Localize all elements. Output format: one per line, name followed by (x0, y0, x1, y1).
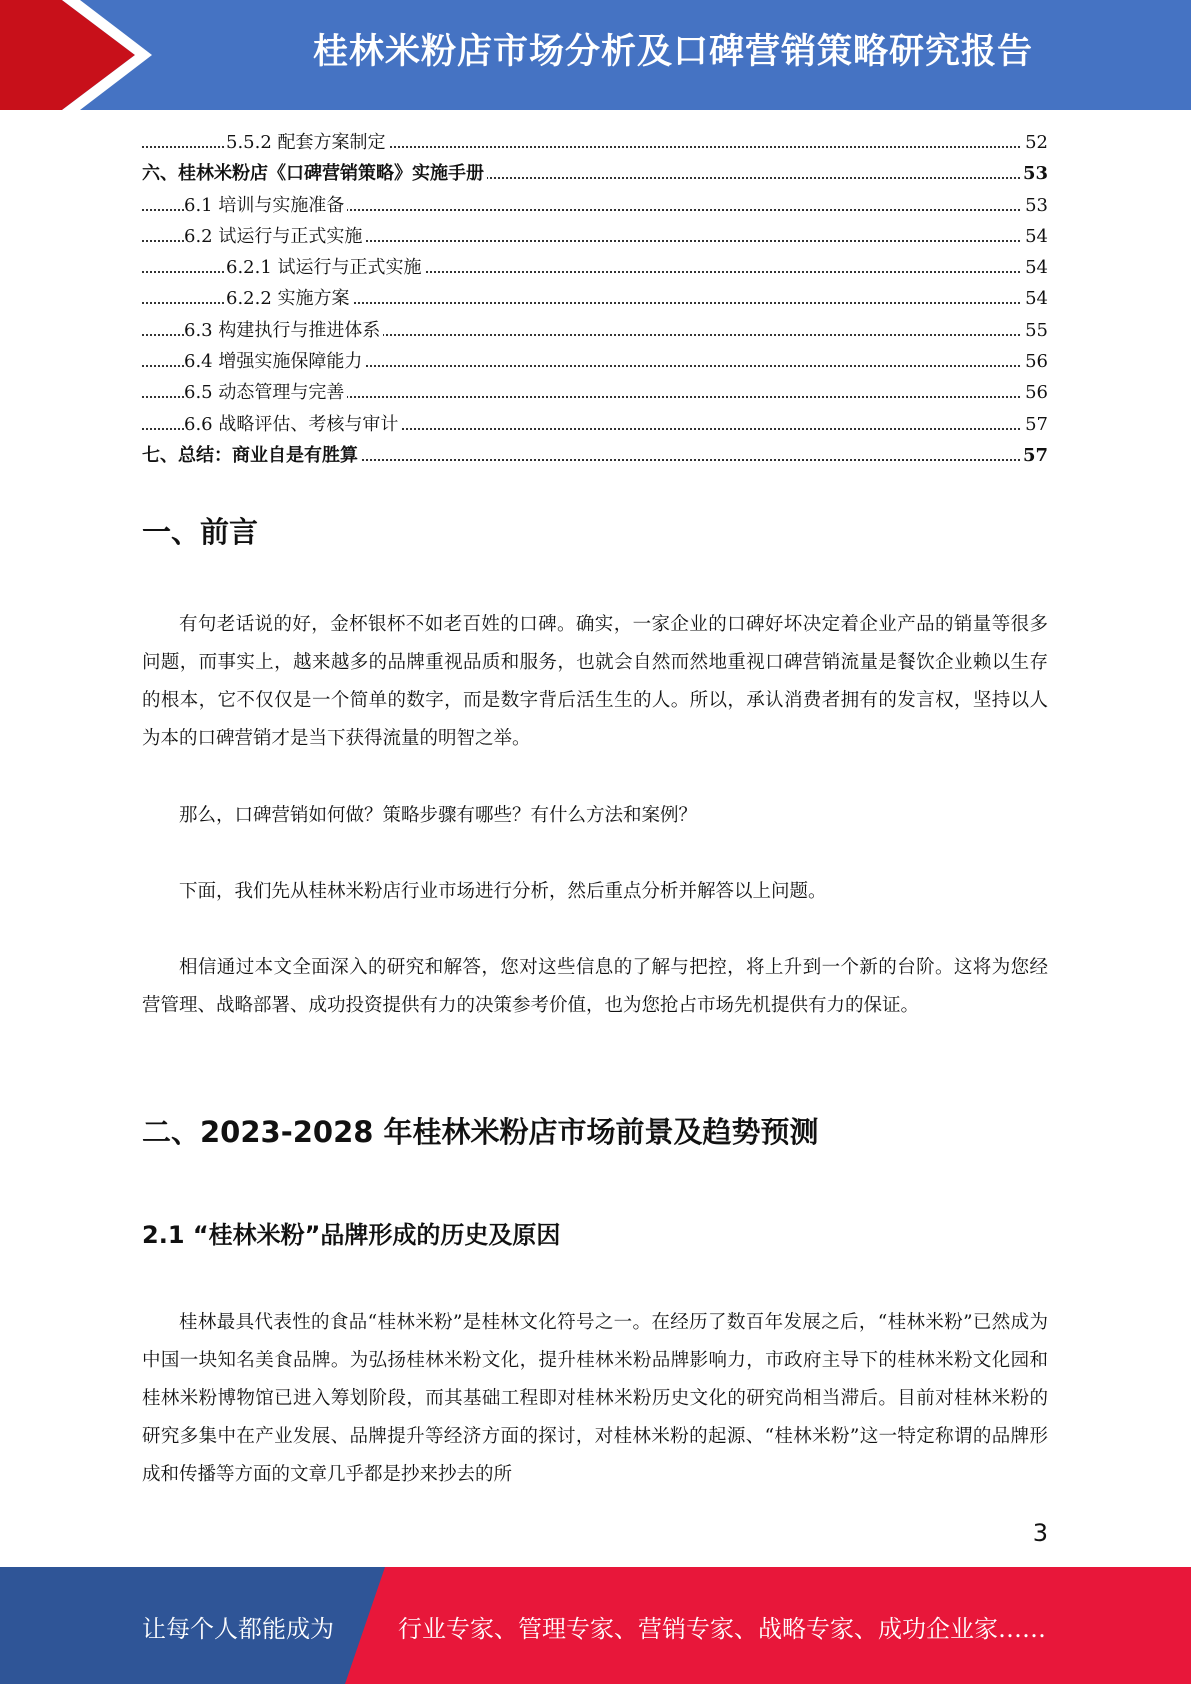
toc-entry[interactable] (142, 315, 1048, 346)
header-arrow-decoration (0, 0, 160, 110)
preface-paragraph-3: 下面，我们先从桂林米粉店行业市场进行分析，然后重点分析并解答以上问题。 (179, 881, 827, 902)
preface-paragraph-2: 那么，口碑营销如何做？策略步骤有哪些？有什么方法和案例？ (179, 805, 698, 826)
section-heading-preface: 一、前言 (142, 515, 259, 549)
toc-entry[interactable] (142, 346, 1048, 377)
toc-entry-page: 56 (1022, 377, 1048, 408)
toc-entry-label: 6.2 试运行与正式实施 (184, 221, 365, 252)
footer-slogan-right: 行业专家、管理专家、营销专家、战略专家、成功企业家…… (398, 1615, 1046, 1643)
toc-entry[interactable] (142, 221, 1048, 252)
header-title: 桂林米粉店市场分析及口碑营销策略研究报告 (312, 32, 1033, 72)
toc-entry[interactable] (142, 283, 1048, 314)
toc-entry[interactable] (142, 409, 1048, 440)
toc-entry-label: 6.3 构建执行与推进体系 (184, 315, 383, 346)
table-of-contents (142, 127, 1048, 471)
toc-entry-label: 六、桂林米粉店《口碑营销策略》实施手册 (142, 158, 487, 189)
preface-paragraph-4: 相信通过本文全面深入的研究和解答，您对这些信息的了解与把控，将上升到一个新的台阶。这将为您经营管理、战略部署、成功投资提供有力的决策参考价值，也为您抢占市场先机提供有力的保证。 (142, 957, 1048, 1016)
section-heading-market-outlook: 二、2023-2028 年桂林米粉店市场前景及趋势预测 (142, 1115, 819, 1149)
page-number: 3 (1032, 1519, 1048, 1547)
toc-entry-label: 七、总结：商业自是有胜算 (142, 440, 361, 471)
preface-paragraph-1: 有句老话说的好，金杯银杯不如老百姓的口碑。确实，一家企业的口碑好坏决定着企业产品的销量等很多问题，而事实上，越来越多的品牌重视品质和服务，也就会自然而然地重视口碑营销流量是餐饮企业赖以生存的根本，它不仅仅是一个简单的数字，而是数字背后活生生的人。所以，承认消费者拥有的发言权，坚持以人为本的口碑营销才是当下获得流量的明智之举。 (142, 614, 1048, 749)
toc-entry-page: 53 (1020, 158, 1048, 189)
toc-entry-page: 54 (1022, 252, 1048, 283)
toc-entry-label: 6.6 战略评估、考核与审计 (184, 409, 401, 440)
toc-entry-label: 5.5.2 配套方案制定 (226, 127, 389, 158)
toc-entry-page: 52 (1022, 127, 1048, 158)
toc-entry-page: 57 (1022, 409, 1048, 440)
toc-entry-label: 6.2.2 实施方案 (226, 283, 353, 314)
toc-entry[interactable] (142, 440, 1048, 471)
toc-entry-page: 55 (1022, 315, 1048, 346)
toc-entry[interactable] (142, 158, 1048, 189)
toc-entry-page: 54 (1022, 283, 1048, 314)
subsection-heading-brand-history: 2.1 “桂林米粉”品牌形成的历史及原因 (142, 1221, 561, 1249)
toc-entry-label: 6.2.1 试运行与正式实施 (226, 252, 425, 283)
toc-entry-label: 6.1 培训与实施准备 (184, 190, 347, 221)
page-footer (0, 1567, 1191, 1684)
toc-entry-page: 57 (1020, 440, 1048, 471)
toc-entry[interactable] (142, 190, 1048, 221)
page-header (0, 0, 1191, 110)
toc-entry-page: 53 (1022, 190, 1048, 221)
toc-entry-page: 54 (1022, 221, 1048, 252)
toc-entry-page: 56 (1022, 346, 1048, 377)
toc-entry[interactable] (142, 127, 1048, 158)
toc-entry[interactable] (142, 377, 1048, 408)
footer-slogan-left: 让每个人都能成为 (142, 1615, 334, 1643)
toc-entry-label: 6.4 增强实施保障能力 (184, 346, 365, 377)
brand-history-paragraph: 桂林最具代表性的食品“桂林米粉”是桂林文化符号之一。在经历了数百年发展之后，“桂林米粉”已然成为中国一块知名美食品牌。为弘扬桂林米粉文化，提升桂林米粉品牌影响力，市政府主导下的桂林米粉文化园和桂林米粉博物馆已进入筹划阶段，而其基础工程即对桂林米粉历史文化的研究尚相当滞后。目前对桂林米粉的研究多集中在产业发展、品牌提升等经济方面的探讨，对桂林米粉的起源、“桂林米粉”这一特定称谓的品牌形成和传播等方面的文章几乎都是抄来抄去的所 (142, 1312, 1048, 1485)
toc-entry[interactable] (142, 252, 1048, 283)
toc-entry-label: 6.5 动态管理与完善 (184, 377, 347, 408)
